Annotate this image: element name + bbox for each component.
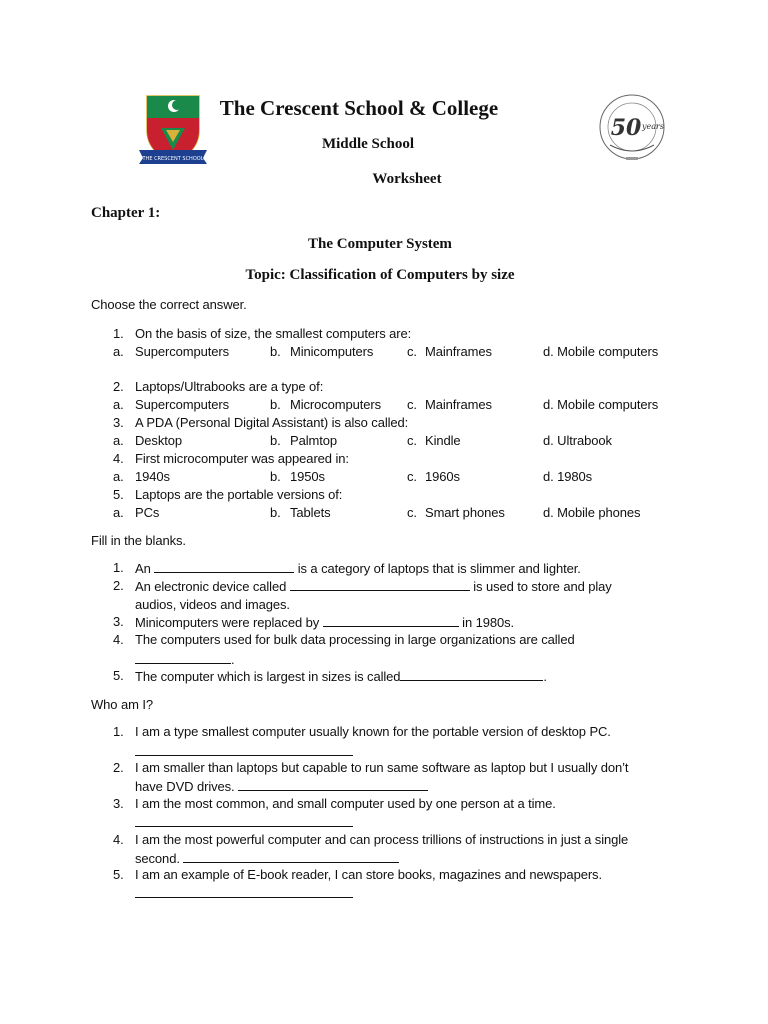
mcq-3-text: A PDA (Personal Digital Assistant) is also called: (135, 415, 409, 430)
mcq-2-option-a: Supercomputers (135, 397, 229, 412)
fill-2-blank[interactable] (290, 578, 470, 591)
fill-4-after: . (231, 652, 235, 667)
mcq-1-option-c: Mainframes (425, 344, 492, 359)
division-title: Middle School (321, 136, 415, 152)
who-2-blank[interactable] (238, 778, 428, 791)
jubilee-word: years (642, 122, 664, 131)
mcq-5-number: 5. (113, 487, 124, 502)
fill-1-blank[interactable] (154, 560, 294, 573)
mcq-5-c-label: c. (407, 505, 417, 520)
fill-3-after: in 1980s. (462, 615, 515, 630)
fill-4-line2 (135, 651, 235, 667)
school-name: The Crescent School & College (219, 96, 499, 120)
document-type: Worksheet (372, 171, 442, 187)
fill-5-line (135, 668, 547, 684)
mcq-1-b-label: b. (270, 344, 281, 359)
fill-1-number: 1. (113, 560, 124, 575)
mcq-2-option-c: Mainframes (425, 397, 492, 412)
fill-2-line2: audios, videos and images. (135, 597, 290, 612)
fill-2-before: An electronic device called (135, 579, 287, 594)
fill-2-line (135, 578, 612, 594)
mcq-4-b-label: b. (270, 469, 281, 484)
who-3-answer-line (135, 814, 353, 830)
who-5-text: I am an example of E-book reader, I can store books, magazines and newspapers. (135, 867, 602, 882)
chapter-heading: Chapter 1: (91, 205, 161, 221)
mcq-section-title: Choose the correct answer. (91, 297, 247, 312)
fill-5-blank[interactable] (400, 668, 543, 681)
who-4-line2 (135, 850, 399, 866)
mcq-1-a-label: a. (113, 344, 124, 359)
fill-3-blank[interactable] (323, 614, 459, 627)
fill-5-after: . (543, 669, 547, 684)
who-3-text: I am the most common, and small computer used by one person at a time. (135, 796, 556, 811)
who-1-answer-line (135, 743, 353, 759)
mcq-2-a-label: a. (113, 397, 124, 412)
who-5-answer-line (135, 885, 353, 901)
mcq-4-option-a: 1940s (135, 469, 170, 484)
mcq-1-text: On the basis of size, the smallest computers are: (135, 326, 412, 341)
mcq-4-option-d: d. 1980s (543, 469, 593, 484)
who-2-number: 2. (113, 760, 124, 775)
fill-2-after: is used to store and play (473, 579, 612, 594)
fill-4-before: The computers used for bulk data processing in large organizations are called (135, 632, 575, 647)
mcq-4-option-c: 1960s (425, 469, 460, 484)
mcq-2-option-b: Microcomputers (290, 397, 382, 412)
mcq-1-option-b: Minicomputers (290, 344, 374, 359)
mcq-4-c-label: c. (407, 469, 417, 484)
who-1-number: 1. (113, 724, 124, 739)
jubilee-number: 50 (610, 115, 642, 141)
mcq-2-text: Laptops/Ultrabooks are a type of: (135, 379, 324, 394)
fill-1-line (135, 560, 581, 576)
mcq-5-b-label: b. (270, 505, 281, 520)
mcq-3-number: 3. (113, 415, 124, 430)
mcq-2-b-label: b. (270, 397, 281, 412)
fill-1-before: An (135, 561, 151, 576)
mcq-3-option-d: d. Ultrabook (543, 433, 612, 448)
mcq-1-number: 1. (113, 326, 124, 341)
fill-3-before: Minicomputers were replaced by (135, 615, 320, 630)
mcq-3-option-a: Desktop (135, 433, 182, 448)
mcq-2-option-d: d. Mobile computers (543, 397, 659, 412)
fill-4-blank[interactable] (135, 651, 231, 664)
who-4-text: I am the most powerful computer and can process trillions of instructions in just a single (135, 832, 629, 847)
mcq-5-a-label: a. (113, 505, 124, 520)
mcq-5-option-b: Tablets (290, 505, 331, 520)
who-4-line2-text: second. (135, 851, 180, 866)
fill-1-after: is a category of laptops that is slimmer and lighter. (297, 561, 581, 576)
mcq-3-c-label: c. (407, 433, 417, 448)
who-4-blank[interactable] (183, 850, 399, 863)
mcq-2-c-label: c. (407, 397, 417, 412)
mcq-4-option-b: 1950s (290, 469, 325, 484)
mcq-5-option-d: d. Mobile phones (543, 505, 641, 520)
mcq-3-b-label: b. (270, 433, 281, 448)
mcq-3-option-b: Palmtop (290, 433, 337, 448)
who-2-line2 (135, 778, 428, 794)
fill-3-number: 3. (113, 614, 124, 629)
who-1-blank[interactable] (135, 743, 353, 756)
mcq-5-option-c: Smart phones (425, 505, 505, 520)
fill-section-title: Fill in the blanks. (91, 533, 186, 548)
fill-3-line (135, 614, 514, 630)
who-1-text: I am a type smallest computer usually known for the portable version of desktop PC. (135, 724, 611, 739)
who-4-number: 4. (113, 832, 124, 847)
crest-motto: THE CRESCENT SCHOOL (142, 156, 204, 162)
topic-heading: Topic: Classification of Computers by size (245, 267, 515, 283)
who-section-title: Who am I? (91, 697, 153, 712)
mcq-2-number: 2. (113, 379, 124, 394)
who-3-number: 3. (113, 796, 124, 811)
who-3-blank[interactable] (135, 814, 353, 827)
mcq-5-option-a: PCs (135, 505, 160, 520)
fill-2-number: 2. (113, 578, 124, 593)
mcq-4-a-label: a. (113, 469, 124, 484)
fill-4-number: 4. (113, 632, 124, 647)
mcq-4-text: First microcomputer was appeared in: (135, 451, 349, 466)
who-5-blank[interactable] (135, 885, 353, 898)
who-5-number: 5. (113, 867, 124, 882)
fill-5-before: The computer which is largest in sizes is called (135, 669, 401, 684)
mcq-1-option-a: Supercomputers (135, 344, 229, 359)
mcq-1-option-d: d. Mobile computers (543, 344, 659, 359)
mcq-3-option-c: Kindle (425, 433, 461, 448)
mcq-3-a-label: a. (113, 433, 124, 448)
mcq-4-number: 4. (113, 451, 124, 466)
mcq-5-text: Laptops are the portable versions of: (135, 487, 343, 502)
mcq-1-c-label: c. (407, 344, 417, 359)
who-2-line2-text: have DVD drives. (135, 779, 235, 794)
who-2-text: I am smaller than laptops but capable to run same software as laptop but I usually don’t (135, 760, 629, 775)
subject-heading: The Computer System (308, 236, 452, 252)
fill-5-number: 5. (113, 668, 124, 683)
